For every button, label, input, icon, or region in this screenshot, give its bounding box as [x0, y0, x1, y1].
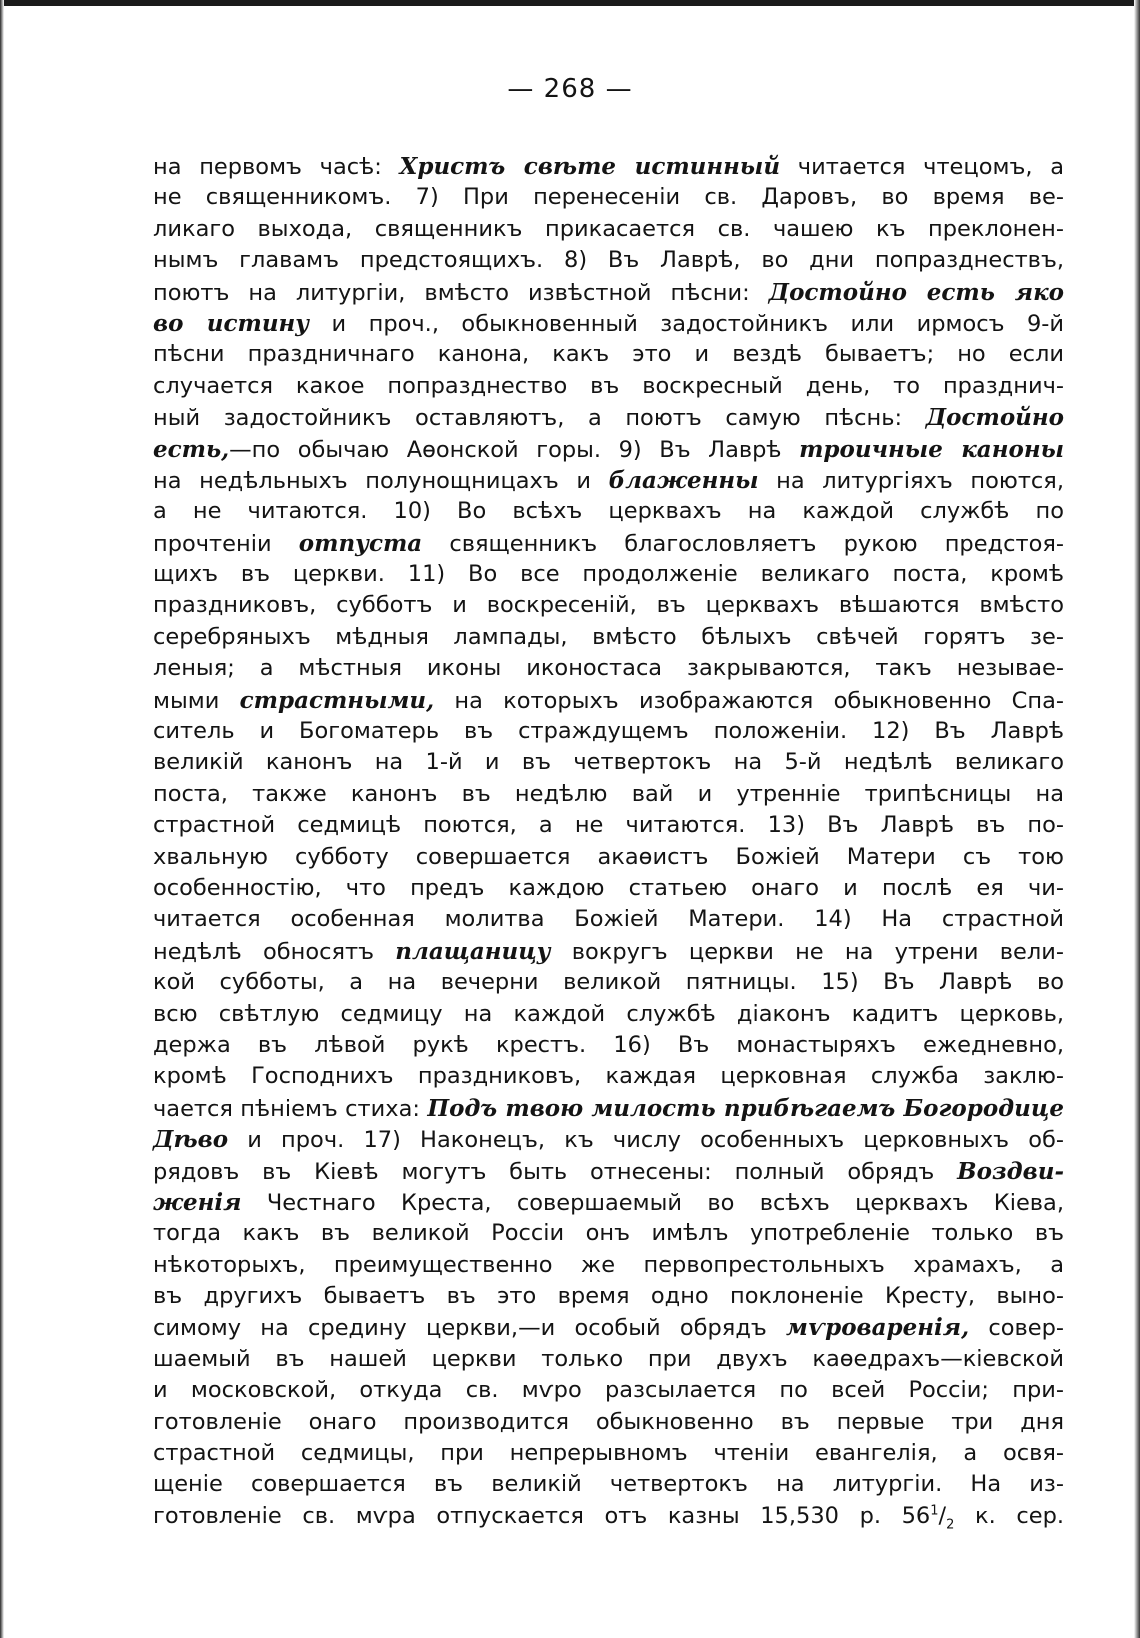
text-line: [153, 1030, 1064, 1061]
text-line: [153, 936, 1064, 967]
text-line: [153, 1061, 1064, 1092]
emphasized-text: Дѣво: [153, 1126, 229, 1154]
text-line: [153, 590, 1064, 621]
text-segment: на литургіяхъ поются,: [758, 467, 1064, 494]
emphasized-text: Достойно есть яко: [768, 278, 1064, 306]
emphasized-text: страстными,: [239, 686, 435, 714]
text-segment: прочтеніи: [153, 530, 299, 557]
text-segment: хвальную субботу совершается акаѳистъ Божіей Матери съ тою: [153, 843, 1064, 870]
text-line: [153, 1469, 1064, 1500]
text-segment: вокругъ церкви не на утрени вели-: [550, 938, 1065, 965]
text-line: [153, 151, 1064, 182]
text-line: [153, 1344, 1064, 1375]
text-segment: не священникомъ. 7) При перенесеніи св. Даровъ, во время ве-: [153, 184, 1064, 211]
text-line: [153, 214, 1064, 245]
text-segment: нымъ главамъ предстоящихъ. 8) Въ Лаврѣ, во дни попразднествъ,: [153, 247, 1064, 274]
emphasized-text: Подъ твою милость прибѣгаемъ Богородице: [427, 1094, 1064, 1122]
text-segment: 1: [930, 1503, 939, 1519]
text-line: [153, 1187, 1064, 1218]
text-line: [153, 496, 1064, 527]
text-line: [153, 528, 1064, 559]
text-segment: держа въ лѣвой рукѣ крестъ. 16) Въ монастыряхъ ежедневно,: [153, 1031, 1064, 1058]
text-segment: кой субботы, а на вечерни великой пятницы. 15) Въ Лаврѣ во: [153, 969, 1064, 996]
text-line: [153, 1281, 1064, 1312]
text-line: [153, 182, 1064, 213]
text-segment: на недѣльныхъ полунощницахъ и: [153, 467, 609, 494]
text-line: [153, 371, 1064, 402]
text-segment: праздниковъ, субботъ и воскресеній, въ церквахъ вѣшаются вмѣсто: [153, 592, 1064, 619]
text-segment: и проч., обыкновенный задостойникъ или ирмосъ 9-й: [309, 310, 1064, 337]
text-segment: нѣкоторыхъ, преимущественно же первопрестольныхъ храмахъ, а: [153, 1251, 1064, 1278]
text-segment: и проч. 17) Наконецъ, къ числу особенныхъ церковныхъ об-: [228, 1127, 1064, 1154]
text-line: [153, 559, 1064, 590]
text-line: [153, 779, 1064, 810]
text-line: [153, 1218, 1064, 1249]
emphasized-text: плащаницу: [395, 937, 551, 965]
text-line: [153, 1124, 1064, 1155]
emphasized-text: есть,: [153, 435, 230, 463]
emphasized-text: троичные каноны: [799, 435, 1064, 463]
text-segment: серебряныхъ мѣдныя лампады, вмѣсто бѣлыхъ свѣчей горятъ зе-: [153, 623, 1064, 650]
text-segment: страстной седмицѣ поются, а не читаются. 13) Въ Лаврѣ въ по-: [153, 812, 1064, 839]
text-segment: на которыхъ изображаются обыкновенно Спа-: [434, 687, 1064, 714]
text-segment: великій канонъ на 1-й и въ четвертокъ на 5-й недѣлѣ великаго: [153, 749, 1064, 776]
text-line: [153, 1375, 1064, 1406]
text-line: [153, 1407, 1064, 1438]
text-line: [153, 402, 1064, 433]
emphasized-text: Достойно: [925, 404, 1064, 432]
text-line: [153, 967, 1064, 998]
text-segment: готовленіе онаго производится обыкновенно въ первые три дня: [153, 1408, 1064, 1435]
text-segment: совер-: [969, 1315, 1064, 1342]
text-segment: читается особенная молитва Божіей Матери. 14) На страстной: [153, 906, 1064, 933]
text-line: [153, 622, 1064, 653]
text-segment: леныя; а мѣстныя иконы иконостаса закрываются, такъ незывае-: [153, 655, 1064, 682]
text-line: [153, 810, 1064, 841]
text-segment: поста, также канонъ въ недѣлю вай и утренніе трипѣсницы на: [153, 780, 1064, 807]
page-number: — 268 —: [507, 74, 633, 104]
text-line: [153, 842, 1064, 873]
text-line: [153, 653, 1064, 684]
text-line: [153, 308, 1064, 339]
emphasized-text: блаженны: [608, 466, 759, 494]
text-segment: Честнаго Креста, совершаемый во всѣхъ церквахъ Кіева,: [241, 1189, 1064, 1216]
emphasized-text: во истину: [153, 309, 310, 337]
emphasized-text: Воздви-: [957, 1157, 1064, 1185]
body-text: [153, 151, 1064, 1532]
text-line: [153, 245, 1064, 276]
text-segment: и московской, откуда св. мѵро разсылается по всей Россіи; при-: [153, 1377, 1064, 1404]
text-segment: а не читаются. 10) Во всѣхъ церквахъ на каждой службѣ по: [153, 498, 1064, 525]
emphasized-text: мѵроваренія,: [786, 1314, 970, 1342]
scan-top-border: [0, 0, 1140, 6]
text-segment: случается какое попразднество въ воскресный день, то празднич-: [153, 372, 1064, 399]
text-segment: щеніе совершается въ великій четвертокъ на литургіи. На из-: [153, 1471, 1064, 1498]
emphasized-text: женія: [153, 1188, 242, 1216]
text-line: [153, 685, 1064, 716]
text-segment: рядовъ въ Кіевѣ могутъ быть отнесены: полный обрядъ: [153, 1158, 958, 1185]
text-segment: симому на средину церкви,—и особый обрядъ: [153, 1315, 787, 1342]
text-line: [153, 1501, 1064, 1532]
text-line: [153, 873, 1064, 904]
text-segment: —по обычаю Аѳонской горы. 9) Въ Лаврѣ: [229, 436, 800, 463]
text-line: [153, 716, 1064, 747]
text-segment: недѣлѣ обносятъ: [153, 938, 396, 965]
text-line: [153, 747, 1064, 778]
text-segment: ный задостойникъ оставляютъ, а поютъ самую пѣснь:: [153, 405, 926, 432]
text-segment: готовленіе св. мѵра отпускается отъ казны 15,530 р. 56: [153, 1502, 931, 1529]
text-line: [153, 999, 1064, 1030]
emphasized-text: отпуста: [298, 529, 423, 557]
text-segment: кромѣ Господнихъ праздниковъ, каждая церковная служба заклю-: [153, 1063, 1064, 1090]
emphasized-text: Христъ свѣте истинный: [399, 153, 781, 180]
text-line: [153, 277, 1064, 308]
text-segment: читается чтецомъ, а: [780, 154, 1065, 180]
text-segment: всю свѣтлую седмицу на каждой службѣ діаконъ кадитъ церковь,: [153, 1000, 1064, 1027]
text-line: [153, 1438, 1064, 1469]
text-line: [153, 1156, 1064, 1187]
text-line: [153, 339, 1064, 370]
text-line: [153, 904, 1064, 935]
text-segment: мыми: [153, 687, 240, 714]
text-segment: священникъ благословляетъ рукою предстоя-: [422, 530, 1064, 557]
text-segment: 2: [946, 1517, 955, 1533]
text-segment: к. сер.: [954, 1502, 1065, 1529]
text-segment: тогда какъ въ великой Россіи онъ имѣлъ употребленіе только въ: [153, 1220, 1064, 1247]
text-segment: чается пѣніемъ стиха:: [153, 1095, 428, 1122]
scan-left-edge: [0, 0, 4, 1638]
text-segment: особенностію, что предъ каждою статьею онаго и послѣ ея чи-: [153, 874, 1064, 901]
text-segment: на первомъ часѣ:: [153, 154, 400, 180]
text-segment: страстной седмицы, при непрерывномъ чтеніи евангелія, а освя-: [153, 1440, 1064, 1467]
text-line: [153, 1250, 1064, 1281]
text-segment: въ другихъ бываетъ въ это время одно поклоненіе Кресту, выно-: [153, 1283, 1064, 1310]
text-segment: ситель и Богоматерь въ страждущемъ положеніи. 12) Въ Лаврѣ: [153, 718, 1064, 745]
text-line: [153, 434, 1064, 465]
text-line: [153, 1093, 1064, 1124]
text-segment: ликаго выхода, священникъ прикасается св. чашею къ преклонен-: [153, 215, 1064, 242]
text-line: [153, 465, 1064, 496]
text-segment: шаемый въ нашей церкви только при двухъ каѳедрахъ—кіевской: [153, 1345, 1064, 1372]
text-segment: /: [938, 1502, 947, 1529]
scan-right-edge: [1134, 0, 1140, 1638]
text-segment: поютъ на литургіи, вмѣсто извѣстной пѣсни:: [153, 279, 769, 306]
text-segment: пѣсни праздничнаго канона, какъ это и вездѣ бываетъ; но если: [153, 341, 1064, 368]
text-line: [153, 1312, 1064, 1343]
text-segment: щихъ въ церкви. 11) Во все продолженіе великаго поста, кромѣ: [153, 561, 1064, 588]
